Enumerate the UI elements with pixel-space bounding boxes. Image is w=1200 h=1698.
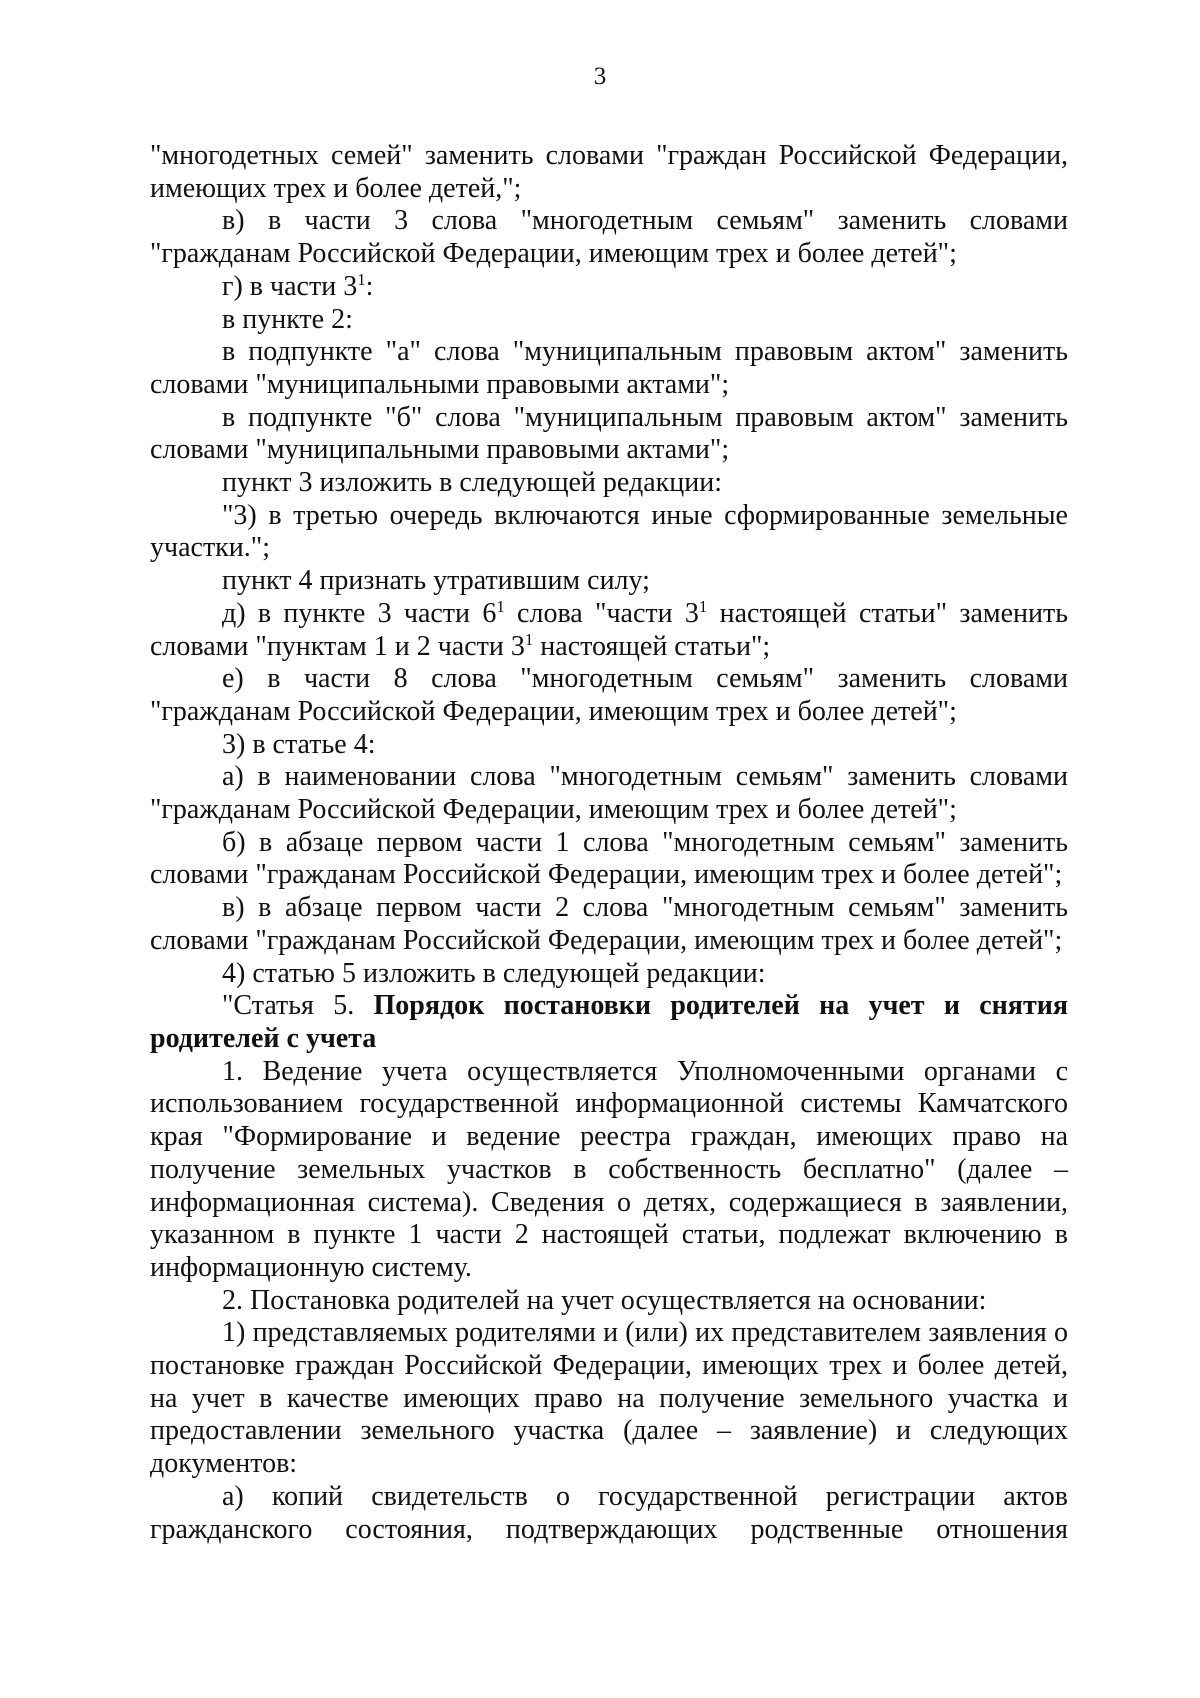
paragraph-text: д) в пункте 3 части 6	[222, 597, 497, 629]
superscript: 1	[524, 629, 534, 649]
paragraph: в пункте 2:	[222, 303, 353, 335]
superscript: 1	[698, 596, 708, 616]
paragraph: "многодетных семей" заменить словами "граждан Российской Федерации, имеющих трех и более детей,";	[150, 140, 1068, 204]
paragraph: пункт 4 признать утратившим силу;	[222, 565, 650, 597]
paragraph: а) копий свидетельств о государственной регистрации актов гражданского состояния, подтверждающих родственные отношения	[150, 1480, 1068, 1545]
paragraph-text: настоящей статьи";	[533, 630, 771, 662]
document-body	[150, 140, 1068, 1546]
article-heading-label: "Статья 5.	[222, 990, 374, 1022]
paragraph	[150, 598, 1068, 663]
paragraph-text: настоящей статьи" заменить словами "пунктам 1 и 2 части 3	[150, 597, 1068, 662]
paragraph: в) в абзаце первом части 2 слова "многодетным семьям" заменить словами "гражданам Российской Федерации, имеющим трех и более детей";	[150, 892, 1068, 956]
article-heading-title: Порядок постановки родителей на учет и снятия родителей с учета	[150, 990, 1068, 1054]
paragraph: а) в наименовании слова "многодетным семьям" заменить словами "гражданам Российской Федерации, имеющим трех и более детей";	[150, 761, 1068, 826]
paragraph: 4) статью 5 изложить в следующей редакции:	[222, 957, 766, 989]
superscript: 1	[357, 269, 366, 289]
paragraph-text: слова "части 3	[504, 597, 699, 629]
paragraph: е) в части 8 слова "многодетным семьям" заменить словами "гражданам Российской Федерации, имеющим трех и более детей";	[150, 663, 1068, 727]
superscript: 1	[496, 596, 505, 616]
paragraph: "3) в третью очередь включаются иные сформированные земельные участки.";	[150, 499, 1068, 564]
paragraph: 2. Постановка родителей на учет осуществляется на основании:	[222, 1284, 987, 1316]
paragraph	[150, 271, 1068, 304]
paragraph: в подпункте "б" слова "муниципальным правовым актом" заменить словами "муниципальными правовыми актами";	[150, 401, 1068, 466]
paragraph: в) в части 3 слова "многодетным семьям" заменить словами "гражданам Российской Федерации, имеющим трех и более детей";	[150, 205, 1068, 270]
paragraph-text: г) в части 3	[222, 270, 358, 302]
paragraph: б) в абзаце первом части 1 слова "многодетным семьям" заменить словами "гражданам Российской Федерации, имеющим трех и более детей";	[150, 826, 1068, 891]
article-heading	[150, 990, 1068, 1055]
paragraph: в подпункте "а" слова "муниципальным правовым актом" заменить словами "муниципальными правовыми актами";	[150, 336, 1068, 400]
page-number: 3	[593, 63, 607, 90]
paragraph: 1. Ведение учета осуществляется Уполномоченными органами с использованием государственной информационной системы Камчатского края "Формирование и ведение реестра граждан, имеющих право на получение земельных участков в собственность бесплатно" (далее – информационная система). Сведения о детях, содержащиеся в заявлении, указанном в пункте 1 части 2 настоящей статьи, подлежат включению в информационную систему.	[150, 1055, 1068, 1283]
paragraph: 3) в статье 4:	[222, 728, 376, 760]
paragraph: 1) представляемых родителями и (или) их представителем заявления о постановке граждан Российской Федерации, имеющих трех и более детей, на учет в качестве имеющих право на получение земельного участка и предоставлении земельного участка (далее – заявление) и следующих документов:	[150, 1317, 1068, 1480]
paragraph-text: :	[365, 270, 374, 302]
paragraph: пункт 3 изложить в следующей редакции:	[222, 467, 722, 499]
